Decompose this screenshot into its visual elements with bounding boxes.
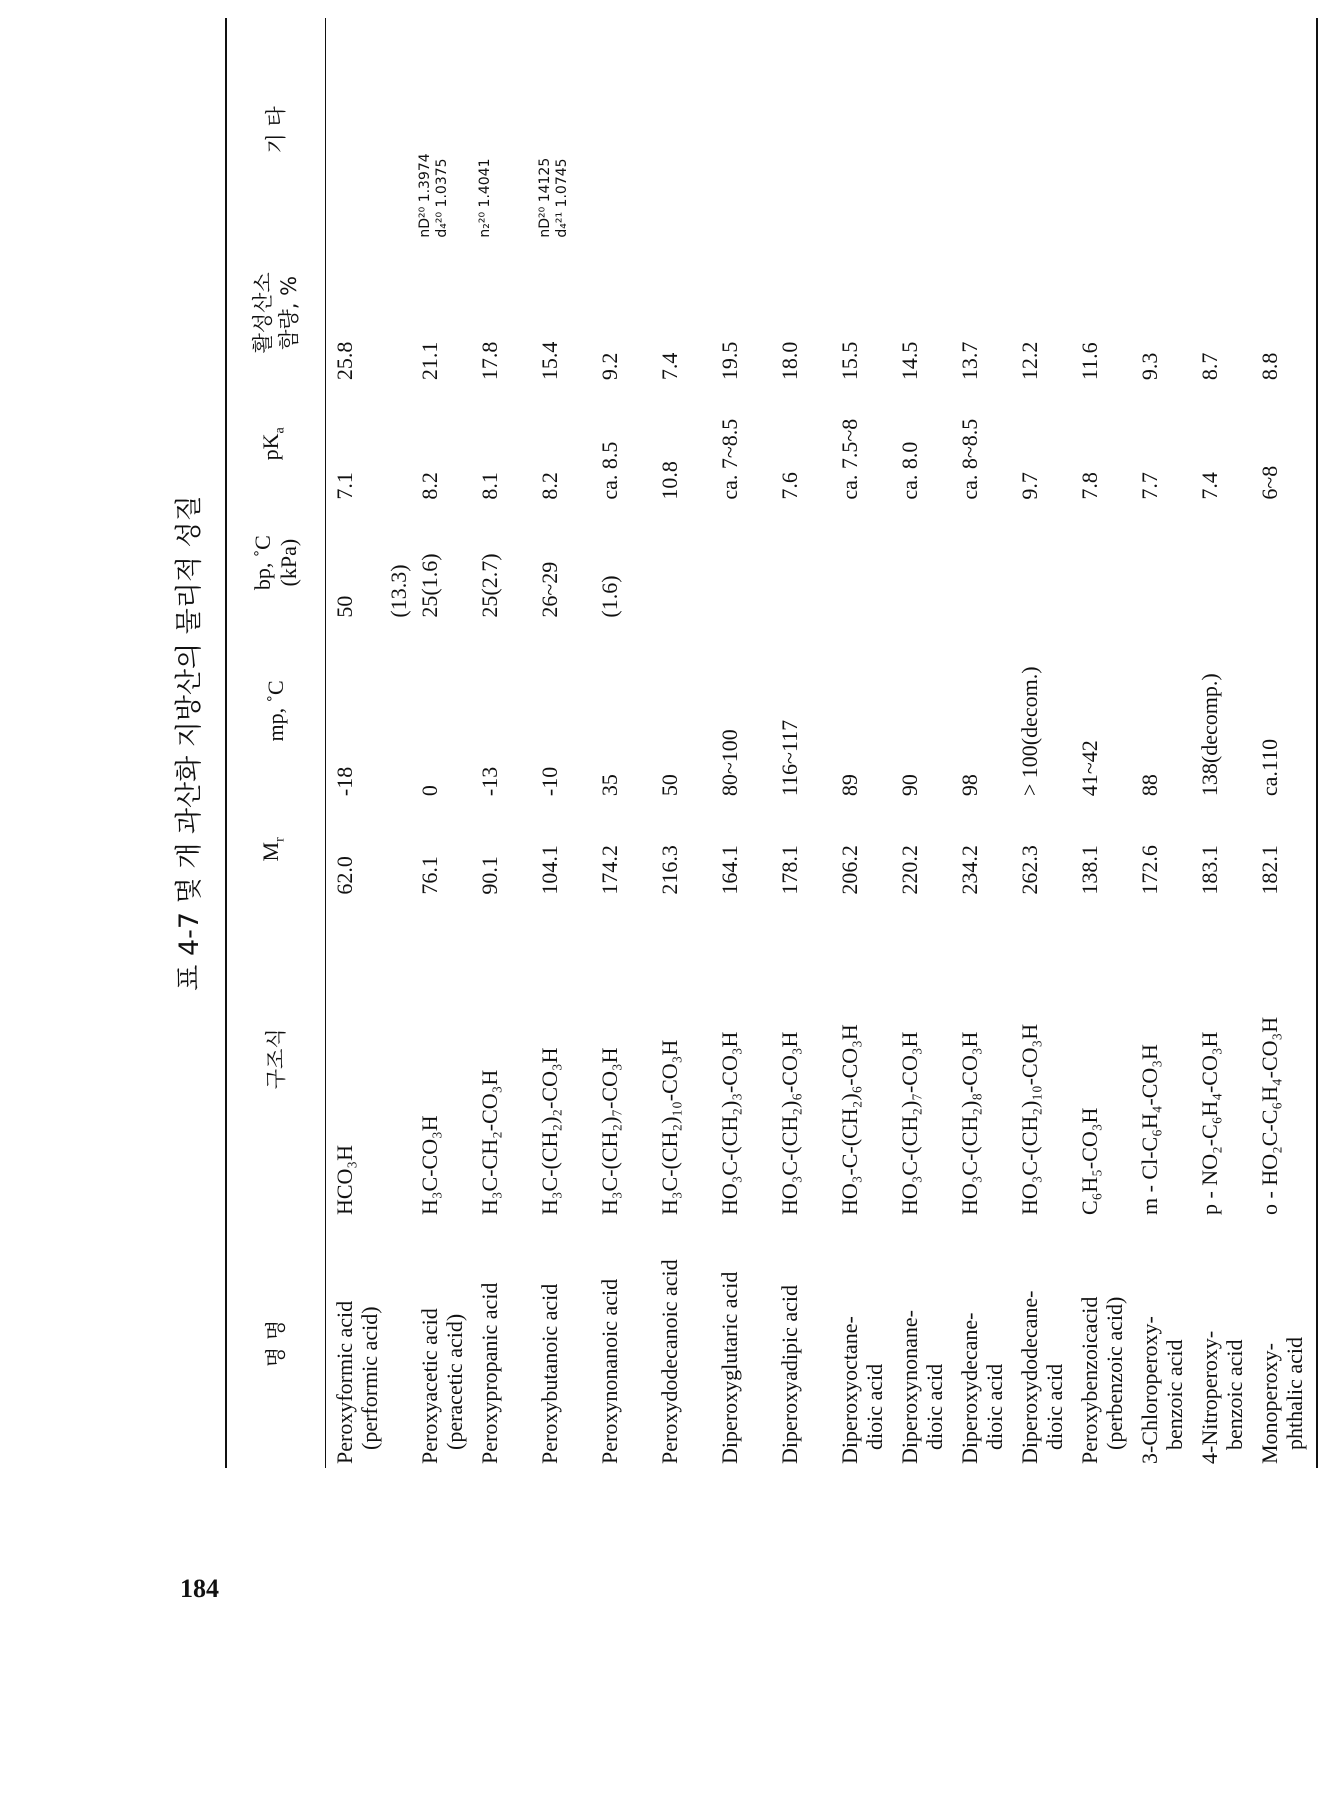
header-pka: $pK_a$: [258, 427, 288, 461]
cell-name-line: 4-Nitroperoxy-: [1196, 1330, 1222, 1464]
cell-structure: C₆H₅-CO₃H: [1076, 1107, 1102, 1216]
table-header-row: [226, 18, 326, 1468]
cell-name: [897, 1219, 957, 1468]
cell-pka: 8.1: [476, 472, 502, 500]
header-bp: bp, ˚C (kPa): [250, 535, 301, 591]
cell-mp: [386, 622, 417, 801]
cell-bp: (13.3): [385, 564, 411, 618]
table-row: [1017, 18, 1077, 1468]
cell-name-line: Diperoxydecane-: [956, 1312, 982, 1464]
table-row: [477, 18, 537, 1468]
cell-pka: ca. 8~8.5: [956, 418, 982, 500]
cell-mp: 89: [836, 774, 862, 797]
cell-other-line: d₄²¹ 1.0745: [553, 158, 570, 238]
cell-mr: 206.2: [836, 845, 862, 895]
cell-other: [1077, 18, 1137, 242]
cell-mr: 90.1: [476, 856, 502, 895]
table-row: [1077, 18, 1137, 1468]
cell-other: [1137, 18, 1197, 242]
cell-pka: 7.1: [332, 472, 357, 500]
cell-bp: [1137, 504, 1197, 622]
cell-name-line: (peracetic acid): [441, 1313, 467, 1450]
cell-mp: 90: [896, 774, 922, 797]
table-row: [957, 18, 1017, 1468]
cell-structure: H₃C-(CH₂)₂-CO₃H: [536, 1047, 562, 1216]
cell-name-line: dioic acid: [861, 1363, 887, 1450]
page-number: 184: [180, 1574, 219, 1603]
cell-other: [897, 18, 957, 242]
cell-active-oxygen: 9.2: [596, 352, 622, 381]
cell-mp: 0: [416, 785, 442, 797]
cell-bp: [957, 504, 1017, 622]
cell-structure: HCO₃H: [332, 1145, 357, 1216]
cell-structure: HO₃C-(CH₂)₈-CO₃H: [956, 1031, 982, 1216]
cell-bp: [717, 504, 777, 622]
cell-name-line: Peroxynonanoic acid: [596, 1278, 622, 1464]
cell-pka: 8.2: [416, 472, 442, 500]
cell-structure: H₃C-(CH₂)₇-CO₃H: [596, 1047, 622, 1216]
cell-name-line: Diperoxynonane-: [896, 1310, 922, 1464]
cell-structure: m - Cl-C₆H₄-CO₃H: [1136, 1044, 1162, 1216]
cell-name: [777, 1219, 837, 1468]
cell-structure: HO₃C-(CH₂)₆-CO₃H: [776, 1031, 802, 1216]
cell-bp: [897, 504, 957, 622]
table-row: [657, 18, 717, 1468]
cell-bp: [1257, 504, 1317, 622]
header-mp: mp, ˚C: [263, 680, 288, 742]
cell-pka: ca. 8.0: [896, 441, 922, 500]
cell-bp: [1017, 504, 1077, 622]
cell-other-line: n₂²⁰ 1.4041: [476, 158, 493, 238]
cell-active-oxygen: 8.8: [1256, 352, 1282, 381]
cell-mp: > 100(decom.): [1016, 666, 1042, 797]
cell-mr: 62.0: [332, 856, 357, 895]
table-row: [777, 18, 837, 1468]
cell-name: [717, 1219, 777, 1468]
header-active-oxygen: 활성산소 함량, %: [251, 272, 301, 354]
cell-other: [777, 18, 837, 242]
table-row: [537, 18, 597, 1468]
table-row: [1257, 18, 1317, 1468]
cell-structure: HO₃-C-(CH₂)₆-CO₃H: [836, 1024, 862, 1216]
cell-name-line: dioic acid: [921, 1363, 947, 1450]
table-row: [597, 18, 657, 1468]
cell-pka: 10.8: [656, 461, 682, 500]
cell-structure: [386, 899, 417, 1219]
cell-bp: (1.6): [596, 575, 622, 618]
table-caption: 표 4-7 몇 개 과산화 지방산의 물리적 성질: [174, 495, 205, 991]
cell-name-line: benzoic acid: [1161, 1339, 1187, 1450]
cell-pka: ca. 8.5: [596, 441, 622, 500]
cell-mp: 88: [1136, 774, 1162, 797]
cell-other: [326, 18, 386, 242]
cell-name: [417, 1219, 477, 1468]
cell-bp: [1197, 504, 1257, 622]
cell-mr: 182.1: [1256, 845, 1282, 895]
cell-mp: ca.110: [1256, 738, 1282, 797]
cell-name: [837, 1219, 897, 1468]
cell-mr: 220.2: [896, 845, 922, 895]
cell-mr: 174.2: [596, 845, 622, 895]
cell-mp: 80~100: [716, 729, 742, 797]
cell-active-oxygen: 15.5: [836, 341, 862, 381]
cell-other: [386, 18, 417, 242]
cell-mr: 178.1: [776, 845, 802, 895]
cell-mp: 116~117: [776, 719, 802, 797]
cell-mr: 216.3: [656, 845, 682, 895]
cell-name-line: Diperoxyadipic acid: [776, 1285, 802, 1464]
cell-mp: -13: [476, 766, 502, 797]
cell-name: [957, 1219, 1017, 1468]
cell-pka: 7.4: [1196, 472, 1222, 500]
header-other: 기 타: [264, 106, 288, 154]
table-row: [417, 18, 477, 1468]
cell-pka: [386, 384, 417, 504]
cell-name-line: dioic acid: [981, 1363, 1007, 1450]
cell-active-oxygen: 18.0: [776, 341, 802, 381]
cell-pka: ca. 7~8.5: [716, 418, 742, 500]
cell-name: [1257, 1219, 1317, 1468]
cell-pka: 7.8: [1076, 472, 1102, 500]
table-row: [717, 18, 777, 1468]
table-row: [326, 18, 386, 1468]
cell-bp: 50: [332, 595, 357, 618]
cell-active-oxygen: 21.1: [416, 341, 442, 381]
cell-name-line: Diperoxyoctane-: [836, 1316, 862, 1464]
cell-active-oxygen: [386, 242, 417, 384]
cell-active-oxygen: 14.5: [896, 341, 922, 381]
cell-name: [657, 1219, 717, 1468]
cell-mp: 41~42: [1076, 740, 1102, 797]
cell-other-line: nD²⁰ 14125: [536, 157, 553, 238]
cell-active-oxygen: 9.3: [1136, 352, 1162, 381]
cell-other: [597, 18, 657, 242]
cell-mr: 234.2: [956, 845, 982, 895]
cell-mr: 183.1: [1196, 845, 1222, 895]
cell-structure: o - HO₂C-C₆H₄-CO₃H: [1256, 1016, 1282, 1216]
cell-name: [1197, 1219, 1257, 1468]
cell-mr: 164.1: [716, 845, 742, 895]
cell-active-oxygen: 7.4: [656, 352, 682, 381]
cell-mp: 50: [656, 774, 682, 797]
cell-mp: -10: [536, 766, 562, 797]
cell-name-line: (performic acid): [357, 1306, 382, 1450]
table-body: [326, 18, 1317, 1468]
cell-mr: 138.1: [1076, 845, 1102, 895]
cell-other: [837, 18, 897, 242]
cell-pka: 7.7: [1136, 472, 1162, 500]
cell-other-line: d₄²⁰ 1.0375: [433, 158, 450, 238]
table-row: [837, 18, 897, 1468]
header-mr: $M_r$: [258, 837, 288, 862]
cell-pka: 7.6: [776, 472, 802, 500]
cell-other: [417, 18, 477, 242]
cell-name: [537, 1219, 597, 1468]
cell-active-oxygen: 11.6: [1076, 342, 1102, 381]
cell-structure: H₃C-CO₃H: [416, 1115, 442, 1216]
cell-other: [1197, 18, 1257, 242]
cell-name-line: (perbenzoic acid): [1101, 1296, 1127, 1450]
cell-bp: 25(2.7): [476, 553, 502, 618]
table-row: [386, 18, 417, 1468]
cell-name: [1017, 1219, 1077, 1468]
cell-other: [1017, 18, 1077, 242]
cell-name-line: Diperoxydodecane-: [1016, 1290, 1042, 1464]
properties-table: [225, 18, 1318, 1468]
cell-pka: 8.2: [536, 472, 562, 500]
cell-mr: [386, 800, 417, 898]
cell-mr: 76.1: [416, 856, 442, 895]
cell-name-line: Peroxydodecanoic acid: [656, 1259, 682, 1464]
cell-name: [477, 1219, 537, 1468]
cell-pka: ca. 7.5~8: [836, 418, 862, 500]
table-row: [1197, 18, 1257, 1468]
cell-bp: [777, 504, 837, 622]
cell-name: [1077, 1219, 1137, 1468]
cell-other: [1257, 18, 1317, 242]
cell-other: [477, 18, 537, 242]
cell-name-line: Peroxybenzoicacid: [1076, 1296, 1102, 1464]
cell-name-line: benzoic acid: [1221, 1339, 1247, 1450]
cell-structure: p - NO₂-C₆H₄-CO₃H: [1196, 1031, 1222, 1216]
cell-mp: -18: [332, 766, 357, 797]
cell-bp: [1077, 504, 1137, 622]
cell-name-line: Peroxyformic acid: [332, 1300, 357, 1464]
cell-structure: HO₃C-(CH₂)₁₀-CO₃H: [1016, 1023, 1042, 1216]
cell-structure: HO₃C-(CH₂)₇-CO₃H: [896, 1031, 922, 1216]
table-row: [897, 18, 957, 1468]
cell-other: [957, 18, 1017, 242]
cell-bp: 25(1.6): [416, 553, 442, 618]
cell-pka: 6~8: [1256, 465, 1282, 500]
cell-name-line: Peroxypropanic acid: [476, 1282, 502, 1464]
cell-other: [537, 18, 597, 242]
cell-active-oxygen: 19.5: [716, 341, 742, 381]
cell-name: [1137, 1219, 1197, 1468]
cell-name-line: Peroxyacetic acid: [416, 1308, 442, 1464]
cell-mp: 35: [596, 774, 622, 797]
cell-active-oxygen: 25.8: [332, 341, 357, 381]
cell-other: [717, 18, 777, 242]
cell-bp: 26~29: [536, 561, 562, 618]
cell-name-line: Monoperoxy-: [1256, 1343, 1282, 1464]
cell-bp: [657, 504, 717, 622]
cell-name: [597, 1219, 657, 1468]
cell-name: [386, 1219, 417, 1468]
cell-active-oxygen: 15.4: [536, 341, 562, 381]
cell-name-line: 3-Chloroperoxy-: [1136, 1316, 1162, 1464]
cell-mp: 98: [956, 774, 982, 797]
header-structure: 구조식: [264, 1028, 288, 1090]
cell-active-oxygen: 17.8: [476, 341, 502, 381]
cell-bp: [837, 504, 897, 622]
table-row: [1137, 18, 1197, 1468]
cell-active-oxygen: 13.7: [956, 341, 982, 381]
cell-mp: 138(decomp.): [1196, 673, 1222, 797]
cell-name-line: phthalic acid: [1281, 1336, 1307, 1450]
cell-structure: H₃C-CH₂-CO₃H: [476, 1069, 502, 1216]
cell-active-oxygen: 8.7: [1196, 352, 1222, 381]
cell-name-line: Diperoxyglutaric acid: [716, 1271, 742, 1464]
rotated-table-region: [155, 18, 1307, 1468]
cell-other-line: nD²⁰ 1.3974: [416, 153, 433, 238]
cell-name: [326, 1219, 386, 1468]
header-name: 명 명: [264, 1319, 288, 1368]
cell-name-line: Peroxybutanoic acid: [536, 1283, 562, 1464]
cell-mr: 262.3: [1016, 845, 1042, 895]
cell-other: [657, 18, 717, 242]
cell-active-oxygen: 12.2: [1016, 341, 1042, 381]
cell-structure: H₃C-(CH₂)₁₀-CO₃H: [656, 1039, 682, 1216]
cell-mr: 104.1: [536, 845, 562, 895]
cell-structure: HO₃C-(CH₂)₃-CO₃H: [716, 1031, 742, 1216]
cell-name-line: dioic acid: [1041, 1363, 1067, 1450]
cell-pka: 9.7: [1016, 472, 1042, 500]
cell-mr: 172.6: [1136, 845, 1162, 895]
